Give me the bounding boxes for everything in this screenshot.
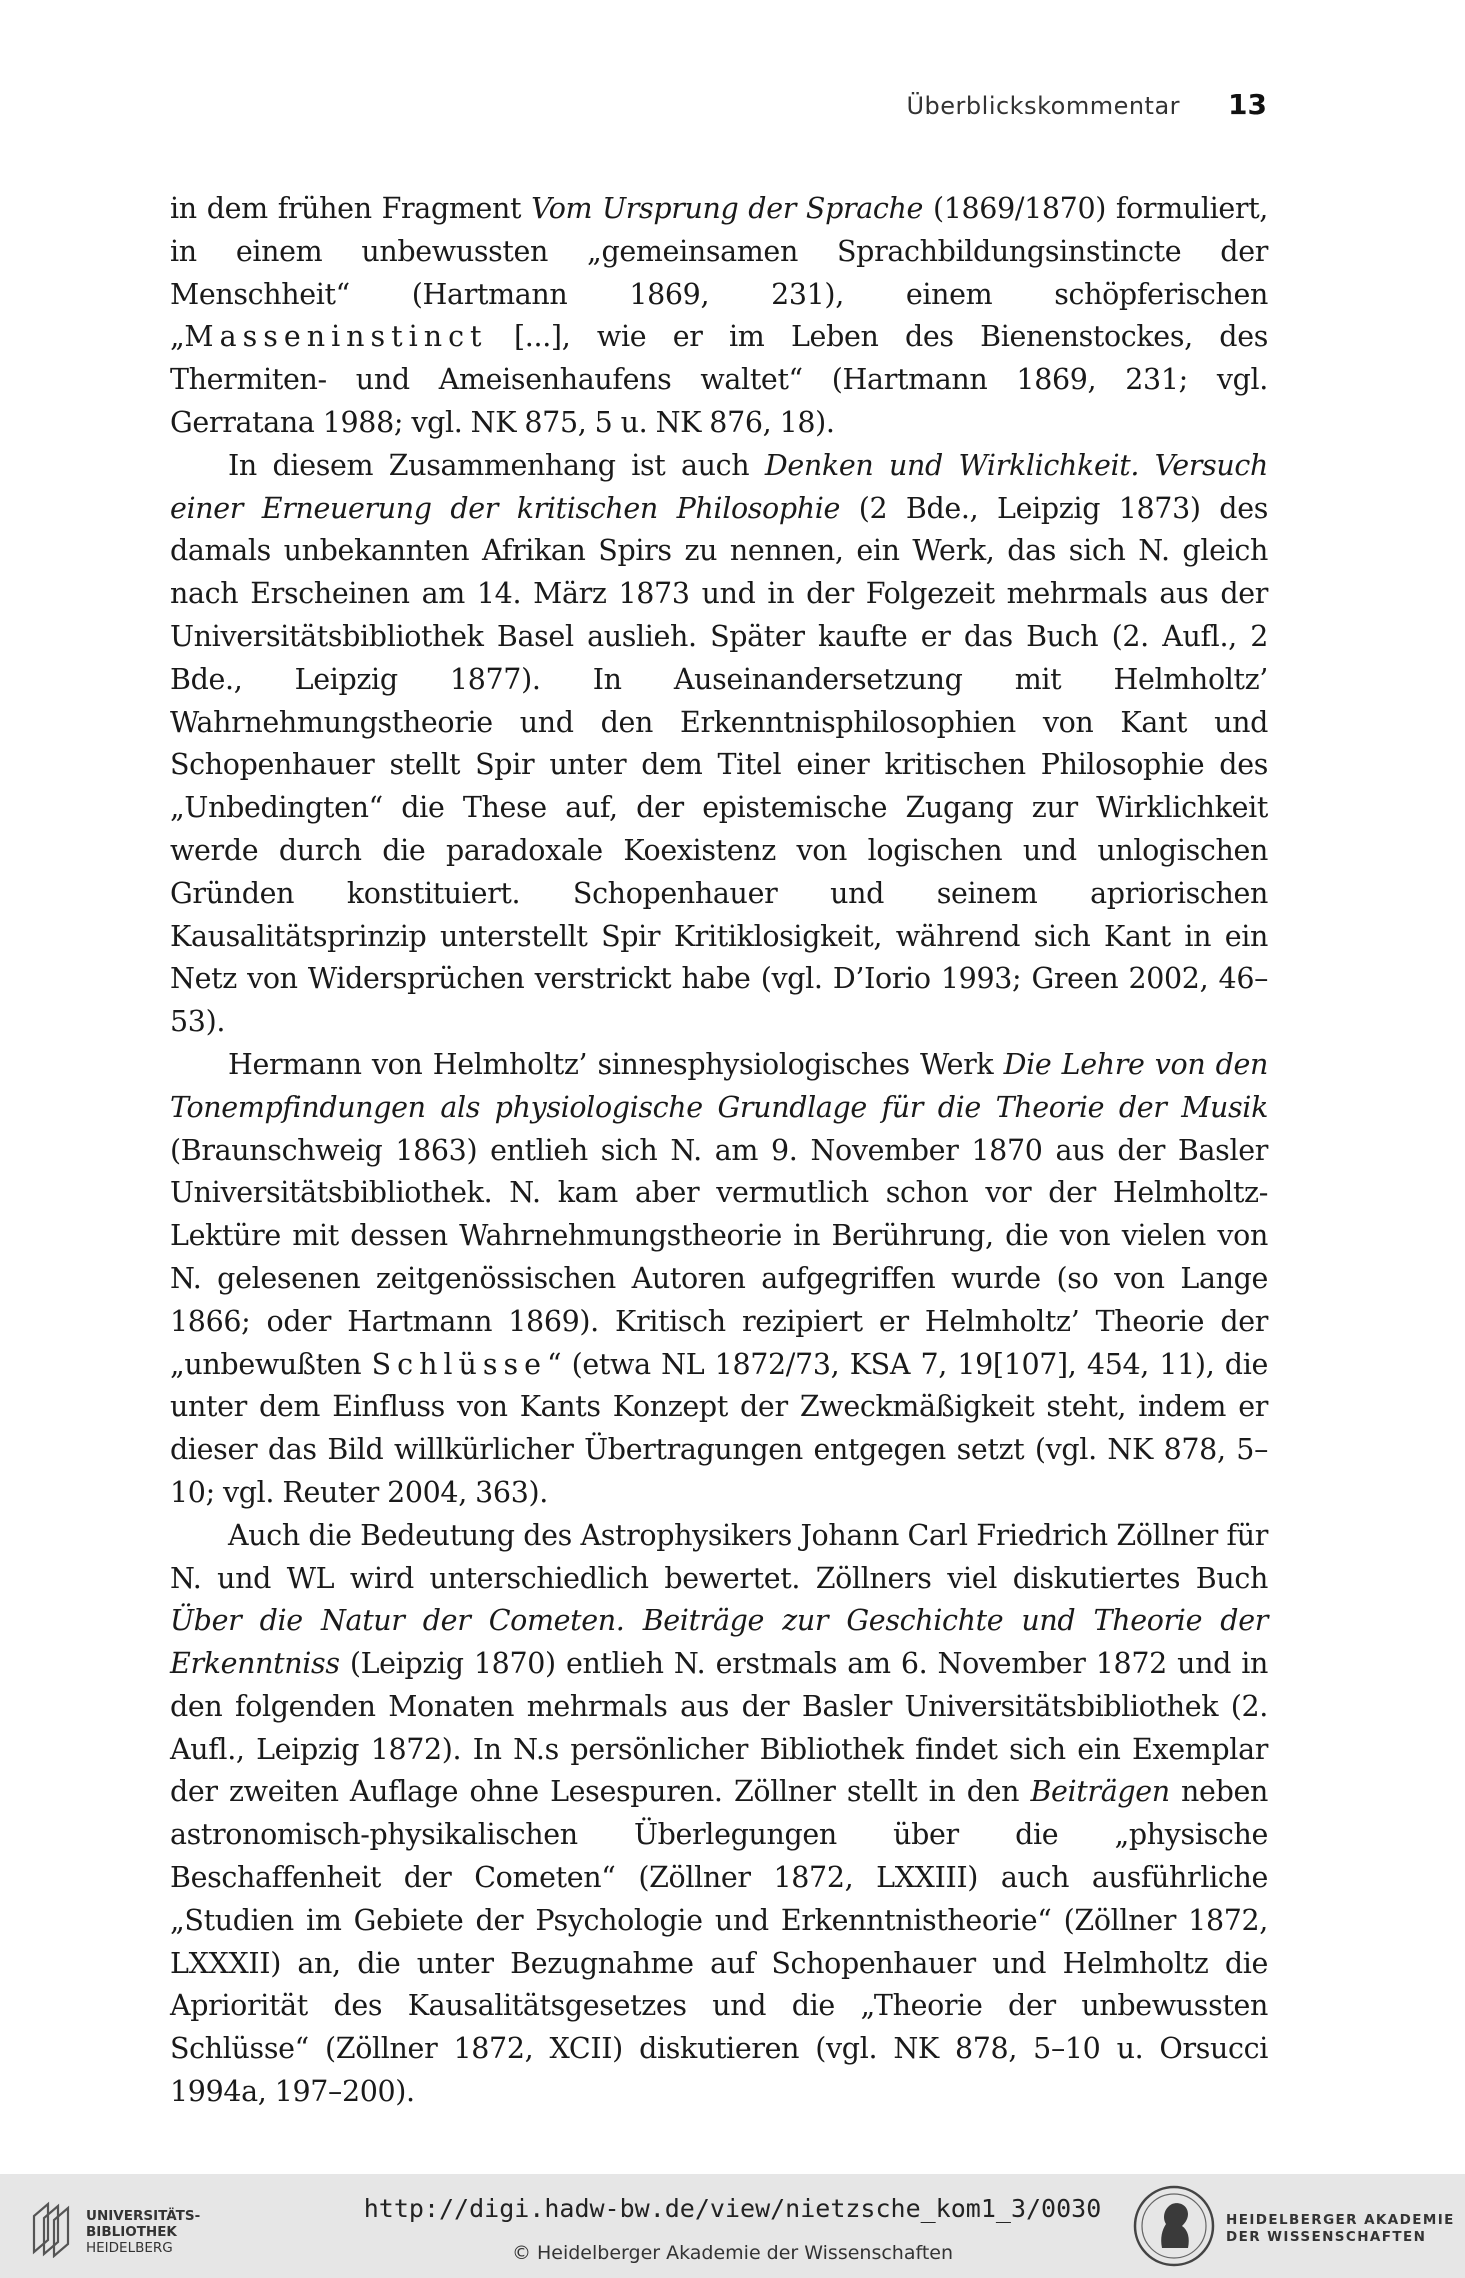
text-run: “ (etwa NL 1872/73, KSA 7, 19[107], 454, 11), die unter dem Einfluss von Kants Konzept der Zweckmäßigkeit steht, indem er dieser das Bild willkürlicher Übertragungen entgegen setzt (vgl. NK 878, 5–10; vgl. Reuter 2004, 363). [170, 1347, 1268, 1509]
paragraph-2 [170, 445, 1268, 1044]
logo-line: UNIVERSITÄTS- [86, 2208, 201, 2224]
logo-line: HEIDELBERG [86, 2240, 173, 2256]
source-url-link[interactable]: http://digi.hadw-bw.de/view/nietzsche_kom1_3/0030 [363, 2194, 1102, 2223]
text-run: (Leipzig 1870) entlieh N. erstmals am 6. November 1872 und in den folgenden Monaten mehrmals aus der Basler Universitätsbibliothek (2. Aufl., Leipzig 1872). In N.s persönlicher Bibliothek findet sich ein Exemplar der zweiten Auflage ohne Lesespuren. Zöllner stellt in den [170, 1647, 1268, 1809]
body-text [170, 188, 1268, 2114]
academy-logo[interactable] [1128, 2182, 1458, 2270]
text-run: [...], wie er im Leben des Bienenstockes, des Thermiten- und Ameisenhaufens waltet“ (Hartmann 1869, 231; vgl. Gerratana 1988; vgl. NK 875, 5 u. NK 876, 18). [170, 320, 1268, 439]
logo-line: HEIDELBERGER AKADEMIE [1226, 2212, 1455, 2228]
text-run: (2 Bde., Leipzig 1873) des damals unbekannten Afrikan Spirs zu nennen, ein Werk, das sich N. gleich nach Erscheinen am 14. März 1873 und in der Folgezeit mehrmals aus der Universitätsbibliothek Basel auslieh. Später kaufte er das Buch (2. Aufl., 2 Bde., Leipzig 1877). In Auseinandersetzung mit Helmholtz’ Wahrnehmungstheorie und den Erkenntnisphilosophien von Kant und Schopenhauer stellt Spir unter dem Titel einer kritischen Philosophie des „Unbedingten“ die These auf, der epistemische Zugang zur Wirklichkeit werde durch die paradoxale Koexistenz von logischen und unlogischen Gründen konstituiert. Schopenhauer und seinem apriorischen Kausalitätsprinzip unterstellt Spir Kritiklosigkeit, während sich Kant in ein Netz von Widersprüchen verstrickt habe (vgl. D’Iorio 1993; Green 2002, 46–53). [170, 491, 1268, 1039]
footer-bar [0, 2174, 1465, 2278]
copyright-notice: © Heidelberger Akademie der Wissenschaften [511, 2242, 954, 2264]
book-title: Über die Natur der Cometen. Beiträge zur Geschichte und Theorie der Erkenntniss [170, 1604, 1268, 1681]
text-run: Auch die Bedeutung des Astrophysikers Johann Carl Friedrich Zöllner für N. und WL wird unterschiedlich bewertet. Zöllners viel diskutiertes Buch [170, 1518, 1268, 1595]
book-title: Vom Ursprung der Sprache [531, 192, 924, 225]
academy-name [1226, 2212, 1455, 2246]
text-run: (Braunschweig 1863) entlieh sich N. am 9. November 1870 aus der Basler Universitätsbibliothek. N. kam aber vermutlich schon vor der Helmholtz-Lektüre mit dessen Wahrnehmungstheorie in Berührung, die von vielen von N. gelesenen zeitgenössischen Autoren aufgegriffen wurde (so von Lange 1866; oder Hartmann 1869). Kritisch rezipiert er Helmholtz’ Theorie der „unbewußten [170, 1133, 1268, 1381]
page-number: 13 [1228, 88, 1267, 121]
text-run: In diesem Zusammenhang ist auch [228, 448, 765, 482]
book-title: Beiträgen [1030, 1775, 1170, 1809]
academy-seal-icon [1132, 2184, 1216, 2268]
text-run: neben astronomisch-physikalischen Überlegungen über die „physische Beschaffenheit der Cometen“ (Zöllner 1872, LXXIII) auch ausführliche „Studien im Gebiete der Psychologie und Erkenntnistheorie“ (Zöllner 1872, LXXXII) an, die unter Bezugnahme auf Schopenhauer und Helmholtz die Apriorität des Kausalitätsgesetzes und die „Theorie der unbewussten Schlüsse“ (Zöllner 1872, XCII) diskutieren (vgl. NK 878, 5–10 u. Orsucci 1994a, 197–200). [170, 1775, 1268, 2109]
book-title: Die Lehre von den Tonempfindungen als physiologische Grundlage für die Theorie der Musik [170, 1047, 1268, 1124]
book-title: Denken und Wirklichkeit. Versuch einer Erneuerung der kritischen Philosophie [170, 448, 1268, 525]
text-run: Hermann von Helmholtz’ sinnesphysiologisches Werk [228, 1047, 1004, 1081]
text-run: (1869/1870) formuliert, in einem unbewussten „gemeinsamen Sprachbildungsinstincte der Menschheit“ (Hartmann 1869, 231), einem schöpferischen „ [170, 192, 1269, 354]
logo-line: DER WISSENSCHAFTEN [1226, 2229, 1427, 2245]
spaced-emphasis: Schlüsse [371, 1347, 548, 1381]
spaced-emphasis: Masseninstinct [184, 320, 488, 354]
running-head [906, 88, 1267, 121]
paragraph-1 [170, 188, 1268, 445]
paragraph-3 [170, 1044, 1268, 1515]
running-head-title: Überblickskommentar [906, 92, 1181, 120]
logo-line: BIBLIOTHEK [86, 2224, 177, 2240]
paragraph-4 [170, 1515, 1268, 2114]
text-run: in dem frühen Fragment [170, 192, 532, 225]
